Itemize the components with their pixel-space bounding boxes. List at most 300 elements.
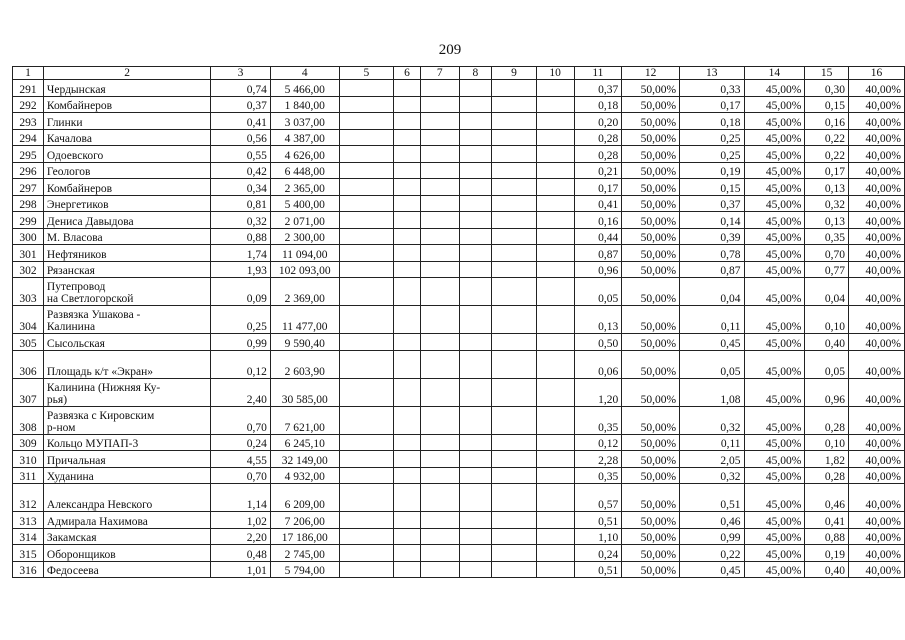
cell-name — [43, 512, 210, 529]
cell-n: 299 — [13, 212, 44, 229]
cell-empty — [394, 306, 421, 334]
cell-empty — [339, 406, 393, 434]
table-row — [13, 406, 905, 434]
cell-c4: 4 387,00 — [270, 129, 339, 146]
cell-c16: 40,00% — [849, 245, 905, 262]
cell-empty — [394, 278, 421, 306]
name-line: Рязанская — [46, 265, 95, 277]
table-row — [13, 278, 905, 306]
name-line: Геологов — [46, 166, 91, 178]
cell-empty — [536, 434, 574, 451]
cell-c12: 50,00% — [622, 434, 680, 451]
cell-c12: 50,00% — [622, 228, 680, 245]
name-line: Глинки — [46, 116, 83, 129]
cell-c3: 1,02 — [211, 512, 271, 529]
cell-c15: 0,70 — [805, 245, 849, 262]
table-row — [13, 467, 905, 484]
table-row — [13, 195, 905, 212]
cell-empty — [536, 561, 574, 578]
cell-c12: 50,00% — [622, 80, 680, 97]
table-row — [13, 306, 905, 334]
cell-c11: 0,41 — [574, 195, 622, 212]
name-line: Комбайнеров — [46, 182, 113, 195]
cell-c3: 1,74 — [211, 245, 271, 262]
cell-n: 309 — [13, 434, 44, 451]
cell-c14: 45,00% — [744, 434, 805, 451]
cell-c16: 40,00% — [849, 406, 905, 434]
cell-c13: 0,99 — [680, 528, 744, 545]
cell-empty — [536, 113, 574, 130]
cell-empty — [339, 179, 393, 196]
cell-empty — [339, 162, 393, 179]
cell-c11: 0,17 — [574, 179, 622, 196]
column-header: 7 — [420, 67, 459, 80]
cell-name — [43, 545, 210, 562]
cell-n: 314 — [13, 528, 44, 545]
cell-c14: 45,00% — [744, 228, 805, 245]
cell-c12: 50,00% — [622, 406, 680, 434]
cell-c4: 9 590,40 — [270, 334, 339, 351]
name-line: Развязка с Кировским — [46, 409, 155, 422]
cell-empty — [339, 451, 393, 468]
cell-c12: 50,00% — [622, 179, 680, 196]
cell-c3: 0,41 — [211, 113, 271, 130]
cell-empty — [536, 212, 574, 229]
cell-name — [43, 528, 210, 545]
cell-c4: 11 477,00 — [270, 306, 339, 334]
cell-c12: 50,00% — [622, 245, 680, 262]
cell-c3: 2,40 — [211, 378, 271, 406]
cell-empty — [459, 545, 492, 562]
name-line: Чердынская — [46, 83, 106, 96]
cell-name — [43, 378, 210, 406]
cell-c13: 0,87 — [680, 261, 744, 278]
cell-c16: 40,00% — [849, 451, 905, 468]
cell-empty — [459, 261, 492, 278]
cell-empty — [536, 406, 574, 434]
cell-empty — [420, 129, 459, 146]
cell-empty — [394, 212, 421, 229]
cell-c13: 0,04 — [680, 278, 744, 306]
cell-empty — [492, 306, 537, 334]
cell-empty — [459, 561, 492, 578]
cell-c3: 0,12 — [211, 350, 271, 378]
cell-empty — [339, 129, 393, 146]
cell-empty — [536, 80, 574, 97]
cell-c14: 45,00% — [744, 162, 805, 179]
cell-empty — [492, 545, 537, 562]
cell-empty — [492, 378, 537, 406]
cell-n: 300 — [13, 228, 44, 245]
cell-c12: 50,00% — [622, 561, 680, 578]
cell-c11: 0,51 — [574, 561, 622, 578]
cell-c4: 2 365,00 — [270, 179, 339, 196]
cell-c16: 40,00% — [849, 528, 905, 545]
cell-empty — [492, 512, 537, 529]
cell-empty — [536, 146, 574, 163]
cell-empty — [420, 162, 459, 179]
cell-empty — [459, 434, 492, 451]
cell-empty — [420, 306, 459, 334]
cell-n: 298 — [13, 195, 44, 212]
cell-c11: 0,18 — [574, 96, 622, 113]
cell-empty — [492, 96, 537, 113]
cell-empty — [394, 528, 421, 545]
cell-empty — [492, 80, 537, 97]
cell-empty — [536, 96, 574, 113]
cell-c14: 45,00% — [744, 350, 805, 378]
cell-c16: 40,00% — [849, 146, 905, 163]
table-row — [13, 179, 905, 196]
cell-c16: 40,00% — [849, 195, 905, 212]
name-line: Причальная — [46, 454, 106, 467]
cell-name — [43, 162, 210, 179]
cell-empty — [394, 113, 421, 130]
table-row — [13, 113, 905, 130]
cell-empty — [394, 545, 421, 562]
cell-c13: 0,78 — [680, 245, 744, 262]
cell-empty — [394, 179, 421, 196]
data-table — [12, 66, 905, 578]
cell-name — [43, 484, 210, 512]
cell-c14: 45,00% — [744, 146, 805, 163]
cell-c14: 45,00% — [744, 334, 805, 351]
cell-c14: 45,00% — [744, 306, 805, 334]
cell-c15: 0,16 — [805, 113, 849, 130]
cell-c13: 0,11 — [680, 306, 744, 334]
cell-empty — [394, 406, 421, 434]
cell-empty — [339, 306, 393, 334]
cell-empty — [394, 484, 421, 512]
cell-c13: 0,11 — [680, 434, 744, 451]
cell-name — [43, 451, 210, 468]
cell-empty — [339, 261, 393, 278]
column-header: 14 — [744, 67, 805, 80]
cell-c4: 3 037,00 — [270, 113, 339, 130]
cell-empty — [420, 245, 459, 262]
cell-name — [43, 261, 210, 278]
cell-empty — [536, 334, 574, 351]
cell-c15: 0,10 — [805, 306, 849, 334]
cell-c3: 4,55 — [211, 451, 271, 468]
cell-c16: 40,00% — [849, 212, 905, 229]
cell-empty — [420, 350, 459, 378]
cell-n: 293 — [13, 113, 44, 130]
cell-c15: 0,40 — [805, 334, 849, 351]
cell-c4: 5 400,00 — [270, 195, 339, 212]
column-header: 16 — [849, 67, 905, 80]
cell-c14: 45,00% — [744, 378, 805, 406]
cell-c11: 1,20 — [574, 378, 622, 406]
cell-empty — [420, 451, 459, 468]
cell-empty — [459, 350, 492, 378]
cell-c15: 0,88 — [805, 528, 849, 545]
cell-name — [43, 113, 210, 130]
column-header: 2 — [43, 67, 210, 80]
cell-name — [43, 195, 210, 212]
cell-c3: 0,74 — [211, 80, 271, 97]
name-line: Дениса Давыдова — [46, 215, 134, 228]
cell-c12: 50,00% — [622, 146, 680, 163]
cell-empty — [536, 484, 574, 512]
cell-c11: 0,96 — [574, 261, 622, 278]
cell-c12: 50,00% — [622, 334, 680, 351]
name-line: Кольцо МУПАП-3 — [46, 438, 139, 450]
name-line: Комбайнеров — [46, 100, 113, 112]
cell-c11: 0,20 — [574, 113, 622, 130]
cell-c3: 0,70 — [211, 467, 271, 484]
cell-empty — [492, 195, 537, 212]
cell-c3: 0,32 — [211, 212, 271, 229]
cell-empty — [492, 528, 537, 545]
cell-c15: 0,17 — [805, 162, 849, 179]
cell-c14: 45,00% — [744, 512, 805, 529]
cell-empty — [394, 195, 421, 212]
cell-c15: 0,10 — [805, 434, 849, 451]
cell-c14: 45,00% — [744, 129, 805, 146]
table-row — [13, 80, 905, 97]
cell-c11: 0,21 — [574, 162, 622, 179]
cell-empty — [420, 467, 459, 484]
cell-empty — [339, 113, 393, 130]
cell-c13: 0,14 — [680, 212, 744, 229]
cell-c4: 4 626,00 — [270, 146, 339, 163]
cell-empty — [536, 129, 574, 146]
cell-c11: 0,35 — [574, 467, 622, 484]
cell-empty — [420, 80, 459, 97]
cell-empty — [339, 467, 393, 484]
cell-c16: 40,00% — [849, 80, 905, 97]
cell-empty — [339, 334, 393, 351]
cell-c12: 50,00% — [622, 129, 680, 146]
column-header: 6 — [394, 67, 421, 80]
table-row — [13, 561, 905, 578]
cell-empty — [420, 195, 459, 212]
cell-c12: 50,00% — [622, 278, 680, 306]
cell-empty — [536, 278, 574, 306]
table-row — [13, 212, 905, 229]
table-row — [13, 261, 905, 278]
column-header: 4 — [270, 67, 339, 80]
cell-c14: 45,00% — [744, 80, 805, 97]
cell-name — [43, 212, 210, 229]
table-row — [13, 528, 905, 545]
cell-n: 305 — [13, 334, 44, 351]
cell-empty — [394, 96, 421, 113]
column-header: 13 — [680, 67, 744, 80]
cell-empty — [339, 378, 393, 406]
cell-c16: 40,00% — [849, 350, 905, 378]
cell-c11: 2,28 — [574, 451, 622, 468]
cell-c3: 0,09 — [211, 278, 271, 306]
column-header: 1 — [13, 67, 44, 80]
cell-c13: 0,51 — [680, 484, 744, 512]
cell-empty — [492, 278, 537, 306]
cell-c11: 0,13 — [574, 306, 622, 334]
cell-c15: 0,77 — [805, 261, 849, 278]
name-line: Качалова — [46, 133, 92, 145]
cell-c16: 40,00% — [849, 113, 905, 130]
cell-empty — [459, 162, 492, 179]
cell-c11: 0,06 — [574, 350, 622, 378]
name-line: Калинина (Нижняя Ку- — [46, 381, 161, 394]
cell-empty — [420, 512, 459, 529]
cell-empty — [420, 545, 459, 562]
cell-c4: 102 093,00 — [270, 261, 339, 278]
name-line: Одоевского — [46, 149, 104, 162]
cell-c13: 0,32 — [680, 467, 744, 484]
cell-c14: 45,00% — [744, 212, 805, 229]
cell-c3: 0,24 — [211, 434, 271, 451]
cell-c4: 2 300,00 — [270, 228, 339, 245]
cell-c15: 0,46 — [805, 484, 849, 512]
cell-c15: 0,15 — [805, 96, 849, 113]
name-line: Нефтяников — [46, 248, 107, 261]
table-row — [13, 96, 905, 113]
cell-name — [43, 129, 210, 146]
cell-empty — [339, 228, 393, 245]
cell-c11: 0,16 — [574, 212, 622, 229]
cell-c16: 40,00% — [849, 434, 905, 451]
cell-c4: 6 209,00 — [270, 484, 339, 512]
cell-n: 302 — [13, 261, 44, 278]
cell-c15: 0,32 — [805, 195, 849, 212]
cell-empty — [420, 406, 459, 434]
cell-c15: 0,05 — [805, 350, 849, 378]
cell-c15: 0,96 — [805, 378, 849, 406]
cell-c4: 1 840,00 — [270, 96, 339, 113]
cell-c15: 0,30 — [805, 80, 849, 97]
cell-empty — [536, 378, 574, 406]
cell-empty — [394, 378, 421, 406]
cell-c13: 0,46 — [680, 512, 744, 529]
cell-c11: 0,28 — [574, 129, 622, 146]
cell-n: 316 — [13, 561, 44, 578]
cell-c16: 40,00% — [849, 334, 905, 351]
cell-n: 308 — [13, 406, 44, 434]
cell-empty — [420, 528, 459, 545]
cell-empty — [420, 179, 459, 196]
cell-name — [43, 80, 210, 97]
cell-c14: 45,00% — [744, 245, 805, 262]
cell-empty — [420, 561, 459, 578]
cell-empty — [459, 528, 492, 545]
cell-c15: 1,82 — [805, 451, 849, 468]
cell-c11: 0,51 — [574, 512, 622, 529]
cell-empty — [420, 261, 459, 278]
cell-empty — [459, 245, 492, 262]
cell-empty — [420, 484, 459, 512]
cell-c14: 45,00% — [744, 96, 805, 113]
cell-empty — [459, 484, 492, 512]
column-header: 11 — [574, 67, 622, 80]
cell-c14: 45,00% — [744, 561, 805, 578]
cell-c3: 0,70 — [211, 406, 271, 434]
cell-c12: 50,00% — [622, 212, 680, 229]
cell-empty — [459, 146, 492, 163]
cell-empty — [339, 434, 393, 451]
cell-n: 311 — [13, 467, 44, 484]
cell-n: 295 — [13, 146, 44, 163]
cell-c16: 40,00% — [849, 306, 905, 334]
cell-c16: 40,00% — [849, 261, 905, 278]
cell-c15: 0,35 — [805, 228, 849, 245]
cell-c14: 45,00% — [744, 545, 805, 562]
cell-empty — [394, 467, 421, 484]
cell-empty — [536, 528, 574, 545]
table-row — [13, 245, 905, 262]
cell-c13: 0,19 — [680, 162, 744, 179]
cell-c16: 40,00% — [849, 162, 905, 179]
cell-name — [43, 228, 210, 245]
cell-empty — [394, 350, 421, 378]
table-row — [13, 451, 905, 468]
name-line: Площадь к/т «Экран» — [46, 365, 154, 378]
cell-empty — [420, 113, 459, 130]
cell-c3: 0,81 — [211, 195, 271, 212]
cell-c12: 50,00% — [622, 467, 680, 484]
cell-empty — [339, 212, 393, 229]
table-row — [13, 434, 905, 451]
cell-empty — [339, 80, 393, 97]
cell-c4: 30 585,00 — [270, 378, 339, 406]
cell-c15: 0,04 — [805, 278, 849, 306]
cell-c11: 0,12 — [574, 434, 622, 451]
cell-empty — [420, 334, 459, 351]
cell-c3: 1,01 — [211, 561, 271, 578]
cell-n: 291 — [13, 80, 44, 97]
cell-c13: 0,45 — [680, 561, 744, 578]
cell-c15: 0,13 — [805, 212, 849, 229]
name-line: Оборонщиков — [46, 548, 116, 561]
cell-c11: 0,50 — [574, 334, 622, 351]
cell-c11: 0,24 — [574, 545, 622, 562]
cell-empty — [492, 261, 537, 278]
name-line: рья) — [46, 393, 68, 406]
name-line: Сысольская — [46, 337, 105, 350]
cell-c16: 40,00% — [849, 545, 905, 562]
cell-c14: 45,00% — [744, 406, 805, 434]
cell-c15: 0,28 — [805, 467, 849, 484]
cell-empty — [459, 228, 492, 245]
cell-empty — [420, 278, 459, 306]
cell-c11: 0,44 — [574, 228, 622, 245]
cell-c4: 7 621,00 — [270, 406, 339, 434]
cell-c4: 32 149,00 — [270, 451, 339, 468]
cell-empty — [536, 261, 574, 278]
cell-c13: 0,22 — [680, 545, 744, 562]
cell-n: 292 — [13, 96, 44, 113]
cell-empty — [536, 350, 574, 378]
cell-empty — [492, 245, 537, 262]
cell-name — [43, 561, 210, 578]
name-line: Путепровод — [46, 281, 106, 293]
cell-c12: 50,00% — [622, 378, 680, 406]
table-row — [13, 512, 905, 529]
cell-empty — [459, 467, 492, 484]
cell-empty — [459, 80, 492, 97]
table-row — [13, 146, 905, 163]
cell-c4: 2 369,00 — [270, 278, 339, 306]
cell-empty — [492, 451, 537, 468]
cell-empty — [339, 484, 393, 512]
cell-empty — [459, 406, 492, 434]
cell-empty — [459, 129, 492, 146]
cell-empty — [459, 278, 492, 306]
cell-empty — [492, 434, 537, 451]
cell-n: 303 — [13, 278, 44, 306]
cell-name — [43, 245, 210, 262]
